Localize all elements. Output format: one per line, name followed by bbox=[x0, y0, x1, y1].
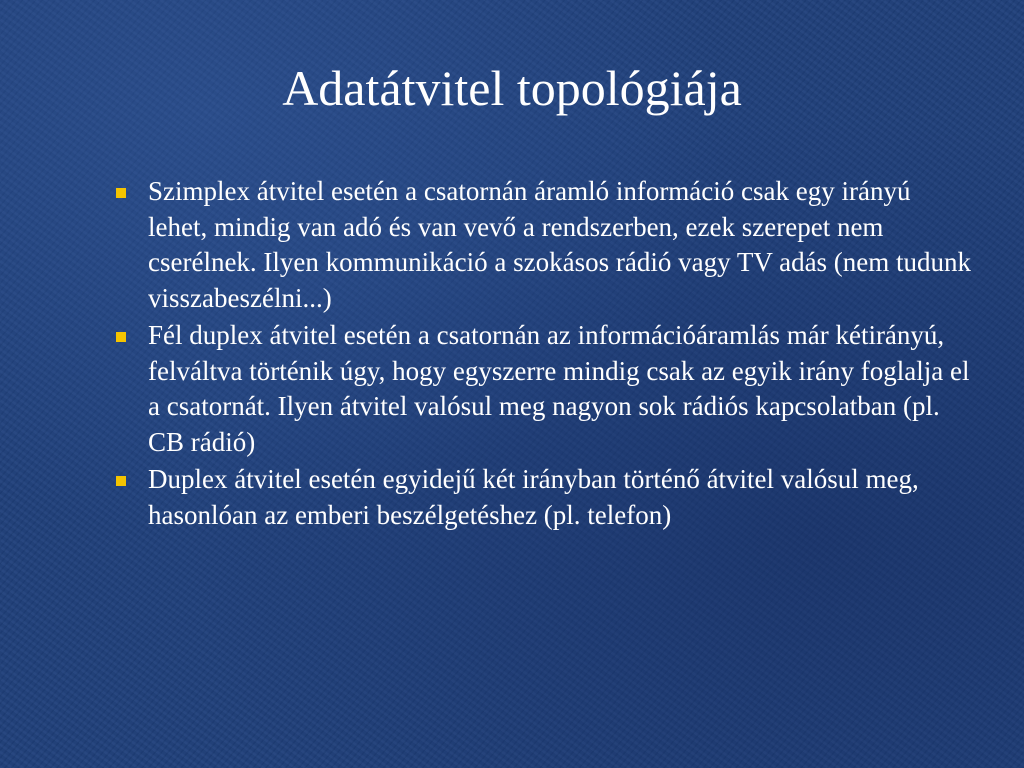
bullet-item-duplex bbox=[112, 462, 972, 533]
bullet-text: Szimplex átvitel esetén a csatornán áramló információ csak egy irányú lehet, mindig van adó és van vevő a rendszerben, ezek szerepet nem cserélnek. Ilyen kommunikáció a szokásos rádió vagy TV adás (nem tudunk visszabeszélni...) bbox=[148, 176, 972, 313]
bullet-text: Fél duplex átvitel esetén a csatornán az információáramlás már kétirányú, felváltva történik úgy, hogy egyszerre mindig csak az egyik irány foglalja el a csatornát. Ilyen átvitel valósul meg nagyon sok rádiós kapcsolatban (pl. CB rádió) bbox=[148, 320, 970, 457]
bullet-list bbox=[112, 174, 972, 535]
square-bullet-icon bbox=[116, 476, 126, 486]
slide-title: Adatátvitel topológiája bbox=[282, 60, 742, 116]
bullet-text: Duplex átvitel esetén egyidejű két irányban történő átvitel valósul meg, hasonlóan az emberi beszélgetéshez (pl. telefon) bbox=[148, 464, 919, 530]
bullet-item-simplex bbox=[112, 174, 972, 316]
bullet-item-half-duplex bbox=[112, 318, 972, 460]
square-bullet-icon bbox=[116, 188, 126, 198]
square-bullet-icon bbox=[116, 332, 126, 342]
